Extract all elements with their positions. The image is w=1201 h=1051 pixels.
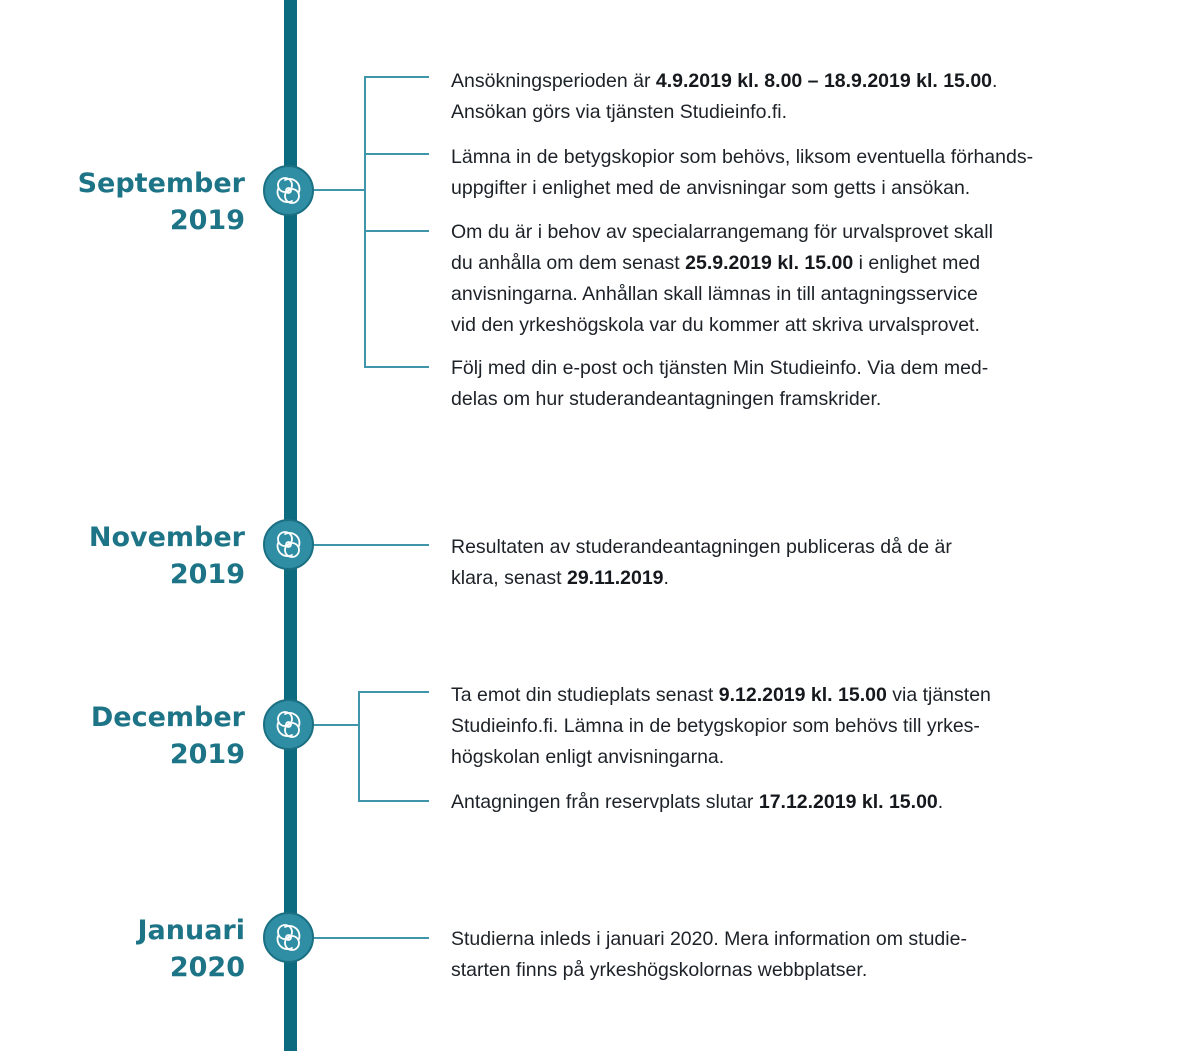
year-label: 2019 bbox=[169, 739, 245, 770]
timeline-node bbox=[263, 519, 314, 570]
connector-stem bbox=[314, 544, 429, 546]
entry-bold-text: 17.12.2019 kl. 15.00 bbox=[758, 791, 938, 813]
entry-text: . bbox=[663, 567, 669, 589]
connector-branch bbox=[364, 76, 429, 78]
timeline-entry bbox=[451, 353, 1191, 415]
entry-text: delas om hur studerandeantagningen framskrider. bbox=[451, 388, 882, 410]
entry-text: klara, senast bbox=[451, 567, 567, 589]
timeline-entry bbox=[451, 142, 1191, 204]
timeline-entry bbox=[451, 217, 1191, 341]
month-label: September bbox=[77, 168, 245, 199]
entry-text: starten finns på yrkeshögskolornas webbplatser. bbox=[451, 959, 868, 981]
year-label: 2019 bbox=[169, 559, 245, 590]
spiral-knot-icon bbox=[265, 167, 312, 214]
timeline-entry bbox=[451, 787, 1191, 818]
entry-text: högskolan enligt anvisningarna. bbox=[451, 746, 725, 768]
timeline-node bbox=[263, 912, 314, 963]
entry-text: Ansökningsperioden är bbox=[451, 70, 656, 92]
spiral-knot-icon bbox=[265, 701, 312, 748]
section-date-december bbox=[91, 699, 245, 773]
timeline-node bbox=[263, 165, 314, 216]
month-label: December bbox=[90, 702, 245, 733]
entry-text: Antagningen från reservplats slutar bbox=[451, 791, 759, 813]
entry-text: Resultaten av studerandeantagningen publiceras då de är bbox=[451, 536, 952, 558]
connector-stem bbox=[314, 937, 429, 939]
connector-bracket bbox=[364, 76, 366, 368]
connector-bracket bbox=[358, 691, 360, 802]
timeline-entry bbox=[451, 924, 1191, 986]
entry-text: anvisningarna. Anhållan skall lämnas in till antagningsservice bbox=[451, 283, 978, 305]
entry-text: du anhålla om dem senast bbox=[451, 252, 686, 274]
entry-bold-text: 9.12.2019 kl. 15.00 bbox=[718, 684, 887, 706]
entry-text: uppgifter i enlighet med de anvisningar som getts i ansökan. bbox=[451, 177, 971, 199]
entry-text: . bbox=[992, 70, 998, 92]
section-date-januari bbox=[138, 912, 246, 986]
entry-text: . bbox=[937, 791, 944, 813]
timeline-entry bbox=[451, 532, 1191, 594]
section-date-september bbox=[78, 165, 245, 239]
month-label: November bbox=[88, 522, 245, 553]
connector-branch bbox=[358, 800, 429, 802]
timeline-node bbox=[263, 699, 314, 750]
year-label: 2020 bbox=[169, 952, 245, 983]
entry-text: i enlighet med bbox=[853, 252, 981, 274]
entry-text: Ta emot din studieplats senast bbox=[451, 684, 719, 706]
connector-branch bbox=[358, 691, 429, 693]
entry-text: Följ med din e-post och tjänsten Min Studieinfo. Via dem med- bbox=[451, 357, 989, 379]
entry-bold-text: 4.9.2019 kl. 8.00 – 18.9.2019 kl. 15.00 bbox=[655, 70, 993, 92]
connector-branch bbox=[364, 153, 429, 155]
entry-bold-text: 25.9.2019 kl. 15.00 bbox=[685, 252, 854, 274]
entry-text: Ansökan görs via tjänsten Studieinfo.fi. bbox=[451, 101, 788, 123]
entry-bold-text: 29.11.2019 bbox=[566, 567, 664, 589]
entry-text: Studierna inleds i januari 2020. Mera information om studie- bbox=[451, 928, 967, 950]
timeline-entry bbox=[451, 680, 1191, 773]
connector-stem bbox=[314, 724, 360, 726]
section-date-november bbox=[89, 519, 245, 593]
spiral-knot-icon bbox=[265, 914, 312, 961]
connector-branch bbox=[364, 230, 429, 232]
entry-text: vid den yrkeshögskola var du kommer att skriva urvalsprovet. bbox=[451, 314, 980, 336]
month-label: Januari bbox=[137, 915, 245, 946]
year-label: 2019 bbox=[169, 205, 245, 236]
entry-text: Studieinfo.fi. Lämna in de betygskopior som behövs till yrkes- bbox=[451, 715, 980, 737]
entry-text: Om du är i behov av specialarrangemang för urvalsprovet skall bbox=[451, 221, 993, 243]
timeline-entry bbox=[451, 66, 1191, 128]
entry-text: via tjänsten bbox=[886, 684, 991, 706]
spiral-knot-icon bbox=[265, 521, 312, 568]
connector-stem bbox=[314, 189, 364, 191]
entry-text: Lämna in de betygskopior som behövs, liksom eventuella förhands- bbox=[451, 146, 1034, 168]
connector-branch bbox=[364, 366, 429, 368]
